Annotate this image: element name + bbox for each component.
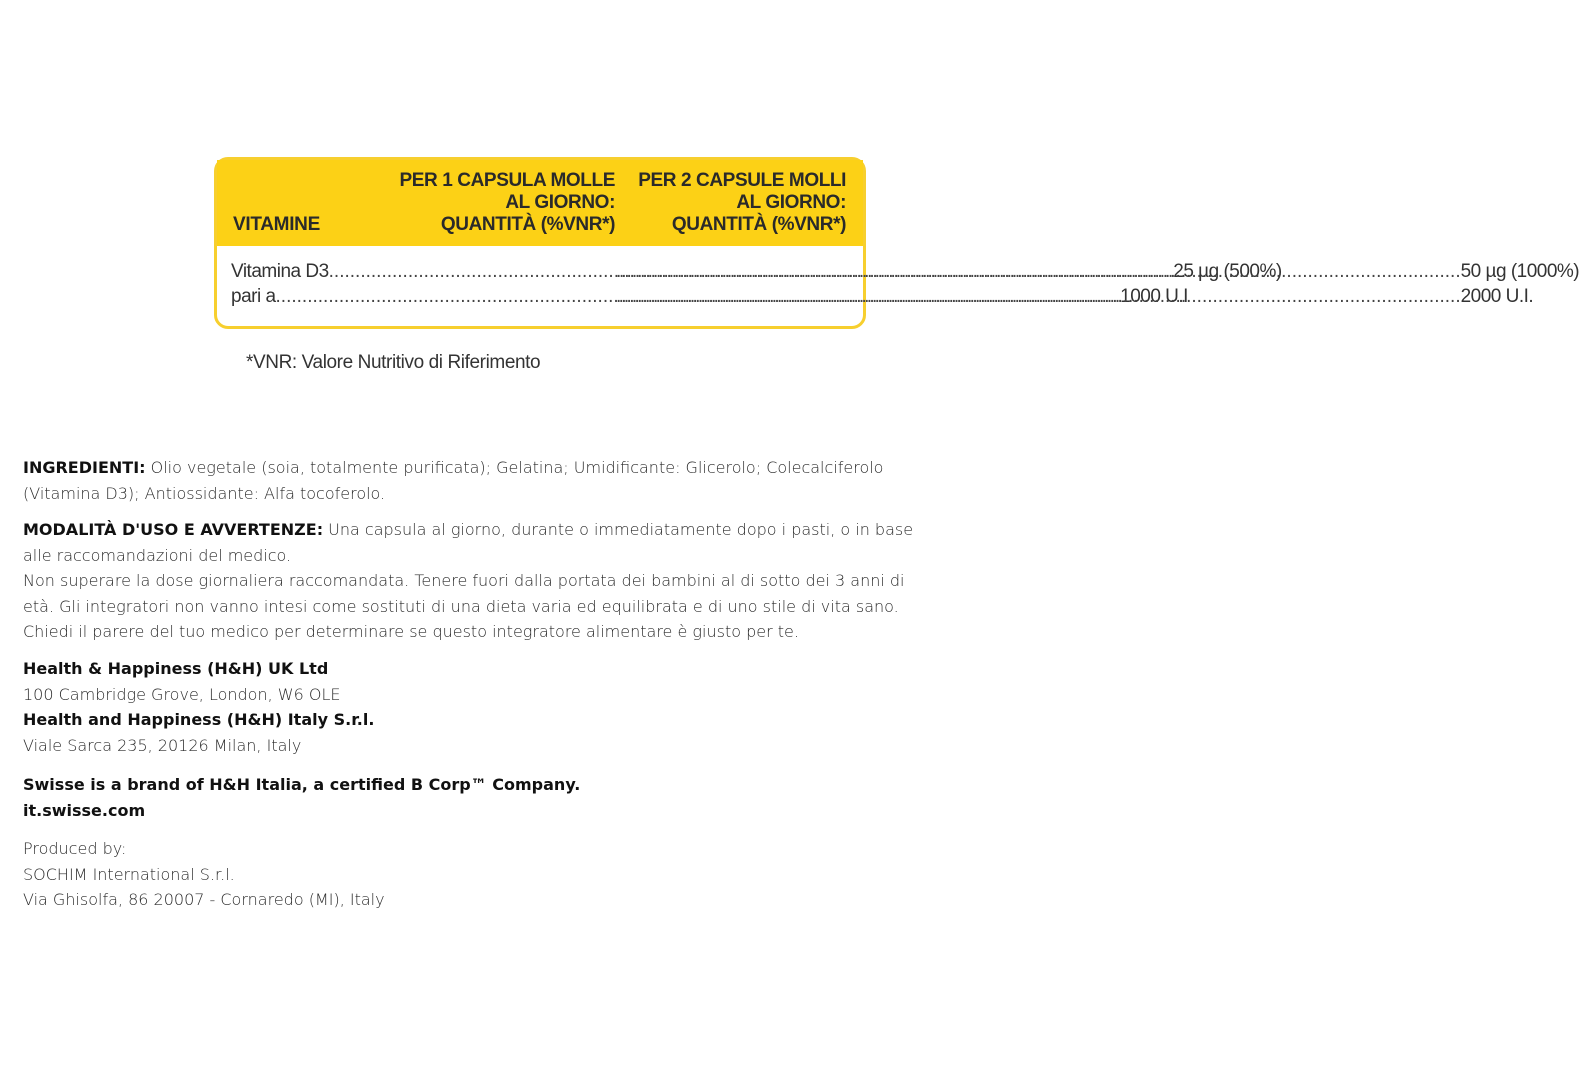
- header-col1-line3: QUANTITÀ (%VNR*): [440, 214, 615, 235]
- ingredients-paragraph: [23, 455, 1063, 506]
- header-col2-line2: AL GIORNO:: [736, 192, 846, 213]
- row-label: pari a: [231, 286, 276, 307]
- brand-website: it.swisse.com: [23, 800, 146, 820]
- header-col2-line3: QUANTITÀ (%VNR*): [671, 214, 846, 235]
- usage-paragraph: [23, 517, 1063, 645]
- header-col2-line1: PER 2 CAPSULE MOLLI: [638, 170, 846, 191]
- vnr-footnote: *VNR: Valore Nutritivo di Riferimento: [246, 352, 541, 373]
- header-col1-line1: PER 1 CAPSULA MOLLE: [399, 170, 615, 191]
- producer-info: [23, 836, 1063, 913]
- producer-address: Via Ghisolfa, 86 20007 - Cornaredo (MI), Italy: [23, 890, 385, 909]
- ingredients-text-1: Olio vegetale (soia, totalmente purificata); Gelatina; Umidificante: Glicerolo; Colecalciferolo: [145, 458, 884, 477]
- producer-name: SOCHIM International S.r.l.: [23, 864, 235, 884]
- ingredients-label: INGREDIENTI:: [23, 458, 146, 477]
- table-row: [231, 286, 1534, 308]
- uk-company-address: 100 Cambridge Grove, London, W6 OLE: [23, 684, 341, 704]
- dot-leader: [616, 286, 1461, 308]
- usage-text-1: Una capsula al giorno, durante o immediatamente dopo i pasti, o in base: [323, 520, 914, 539]
- it-company-name: Health and Happiness (H&H) Italy S.r.l.: [23, 710, 375, 729]
- brand-statement: Swisse is a brand of H&H Italia, a certified B Corp™ Company.: [23, 775, 581, 794]
- row-value-2: 50 µg (1000%): [1460, 261, 1579, 282]
- nutrition-table: [214, 157, 1579, 329]
- table-row: [231, 261, 1579, 283]
- row-label: Vitamina D3: [231, 261, 329, 282]
- header-per-1-capsule: [375, 170, 615, 236]
- producer-label: Produced by:: [23, 839, 127, 858]
- it-company-address: Viale Sarca 235, 20126 Milan, Italy: [23, 735, 302, 755]
- dot-leader: [616, 261, 1461, 283]
- usage-text-5: Chiedi il parere del tuo medico per determinare se questo integratore alimentare è giusto per te.: [23, 622, 799, 641]
- row-value-2: 2000 U.I.: [1460, 286, 1534, 307]
- header-col1-line2: AL GIORNO:: [505, 192, 615, 213]
- ingredients-text-2: (Vitamina D3); Antiossidante: Alfa tocoferolo.: [23, 483, 386, 503]
- uk-company-name: Health & Happiness (H&H) UK Ltd: [23, 659, 329, 678]
- row-value-1: 1000 U.I: [1120, 286, 1188, 307]
- usage-text-4: età. Gli integratori non vanno intesi come sostituti di una dieta varia ed equilibrata e di uno stile di vita sano.: [23, 596, 899, 616]
- header-vitamins: VITAMINE: [233, 214, 320, 235]
- usage-text-3: Non superare la dose giornaliera raccomandata. Tenere fuori dalla portata dei bambini al di sotto dei 3 anni di: [23, 571, 905, 590]
- usage-label: MODALITÀ D'USO E AVVERTENZE:: [23, 520, 324, 539]
- usage-text-2: alle raccomandazioni del medico.: [23, 545, 292, 565]
- company-info: [23, 656, 1063, 758]
- header-per-2-capsules: [616, 170, 846, 236]
- nutrition-table-header: [217, 160, 863, 246]
- brand-info: [23, 772, 1063, 823]
- row-value-1: 25 µg (500%): [1173, 261, 1282, 282]
